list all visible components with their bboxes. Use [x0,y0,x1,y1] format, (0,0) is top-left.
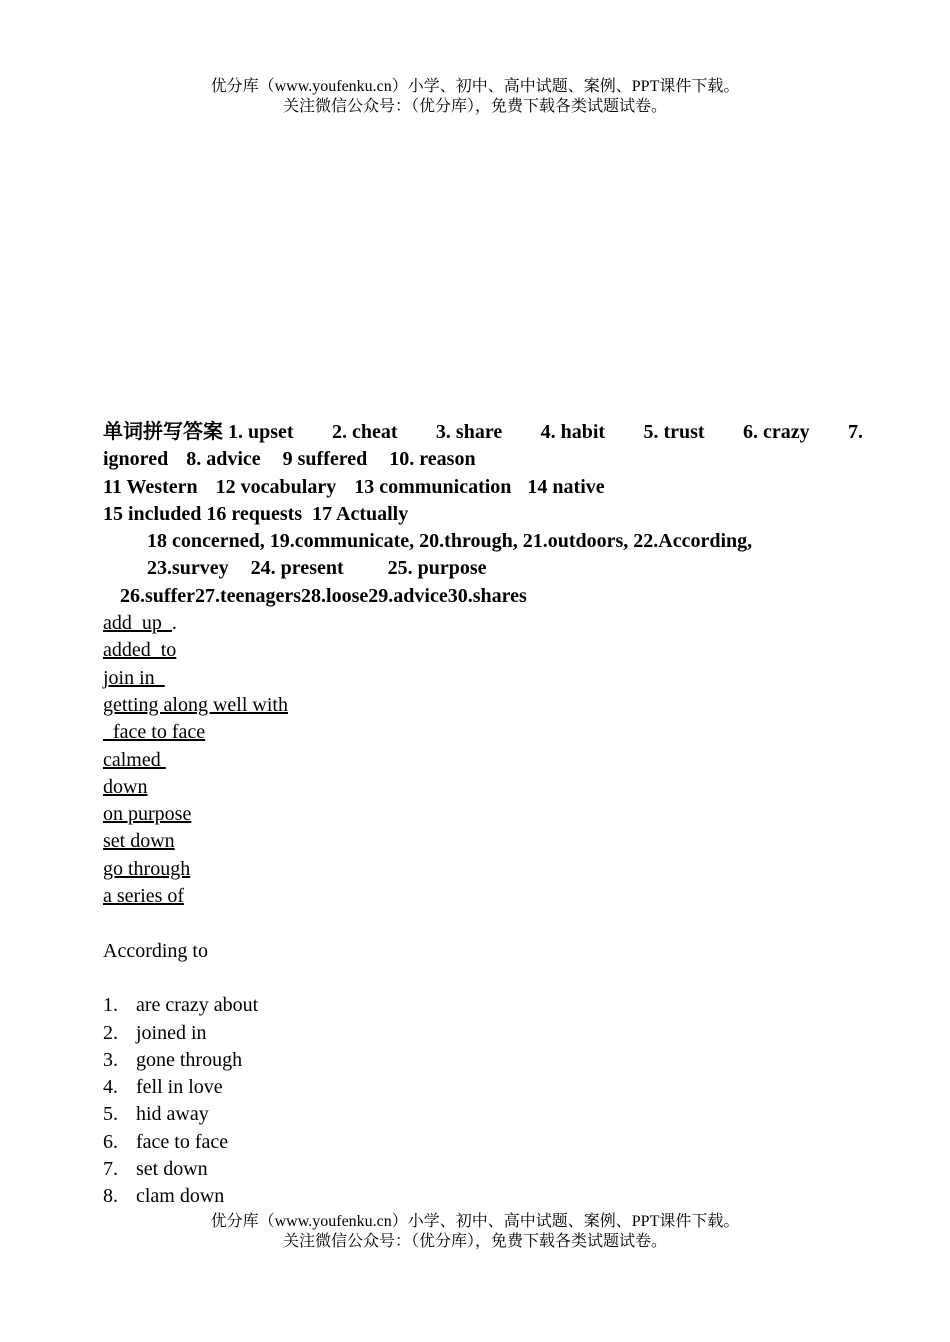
list-text: joined in [136,1021,207,1044]
phrase-item [103,774,863,801]
list-item [103,1183,863,1210]
list-item [103,1020,863,1047]
header-line-1: 优分库（www.youfenku.cn）小学、初中、高中试题、案例、PPT课件下载。 [210,78,740,95]
list-number: 2. [103,1021,118,1044]
answer-13: 13 communication [354,475,512,498]
header-line-2: 关注微信公众号：（优分库），免费下载各类试题试卷。 [282,98,667,115]
answer-7-number: 7. [848,421,863,443]
answers-line-5: 18 concerned, 19.communicate, 20.through, 21.outdoors, 22.According, [147,530,753,553]
list-number: 5. [103,1103,118,1126]
phrase-text: on purpose [103,803,192,826]
answers-line-7: 26.suffer27.teenagers28.loose29.advice30.shares [120,584,527,607]
phrase-text: a series of [103,885,185,908]
list-text: fell in love [136,1076,223,1099]
phrase-item [103,828,863,855]
answer-4: 4. habit [540,421,606,443]
answer-7: ignored [103,448,169,471]
answer-5: 5. trust [643,421,705,443]
list-item [103,992,863,1019]
list-number: 3. [103,1048,118,1071]
phrase-text: getting along well with [103,693,288,716]
phrase-item [103,747,863,774]
list-text: gone through [136,1048,243,1071]
list-text: face to face [136,1130,229,1153]
footer-line-1: 优分库（www.youfenku.cn）小学、初中、高中试题、案例、PPT课件下载。 [210,1213,740,1230]
answer-24: 24. present [250,557,344,580]
page-footer [0,1212,950,1252]
phrase-item [103,801,863,828]
list-item [103,1156,863,1183]
phrase-text: add up [103,612,172,635]
list-number: 4. [103,1076,118,1099]
spacer [103,965,863,992]
phrase-text: added to [103,639,177,662]
phrase-item [103,637,863,664]
list-number: 7. [103,1158,118,1181]
phrase-item [103,856,863,883]
phrase-text: face to face [103,721,206,744]
answer-15-16: 15 included 16 requests [103,502,303,525]
answers-line-3 [103,474,863,501]
numbered-phrase-list [103,992,863,1210]
answer-content [103,419,863,1211]
list-item [103,1074,863,1101]
answers-title: 单词拼写答案 [103,421,223,443]
phrase-text: go through [103,857,191,880]
phrase-item [103,692,863,719]
spacer [103,910,863,937]
answer-11: 11 Western [103,475,198,498]
page-header [0,77,950,117]
list-text: are crazy about [136,994,259,1017]
list-item [103,1129,863,1156]
phrase-item [103,719,863,746]
phrase-item [103,665,863,692]
answer-25: 25. purpose [387,557,487,580]
phrase-text: calmed [103,748,166,771]
list-text: set down [136,1158,208,1181]
answer-2: 2. cheat [331,421,398,443]
list-number: 8. [103,1185,118,1208]
answers-line-6 [103,555,863,582]
phrase-text: down [103,775,148,798]
answer-10: 10. reason [389,448,476,471]
answer-17: 17 Actually [312,502,409,525]
phrase-text: join in [103,666,165,689]
list-item [103,1101,863,1128]
answers-line-2 [103,446,863,473]
phrase-item [103,610,863,637]
phrase-text: set down [103,830,175,853]
phrase-item [103,883,863,910]
according-to-text: According to [103,939,208,962]
answer-3: 3. share [435,421,503,443]
phrase-punctuation: . [171,612,177,635]
answer-14: 14 native [527,475,605,498]
footer-line-2: 关注微信公众号：（优分库），免费下载各类试题试卷。 [282,1233,667,1250]
list-text: clam down [136,1185,225,1208]
answers-line-1 [103,419,863,446]
list-number: 6. [103,1130,118,1153]
answer-12: 12 vocabulary [215,475,337,498]
answer-6: 6. crazy [742,421,810,443]
answer-9: 9 suffered [282,448,368,471]
answer-1: 1. upset [228,421,294,443]
answers-line-4 [103,501,863,528]
answer-8: 8. advice [186,448,261,471]
answer-23: 23.survey [147,557,229,580]
list-text: hid away [136,1103,209,1126]
list-number: 1. [103,994,118,1017]
list-item [103,1047,863,1074]
